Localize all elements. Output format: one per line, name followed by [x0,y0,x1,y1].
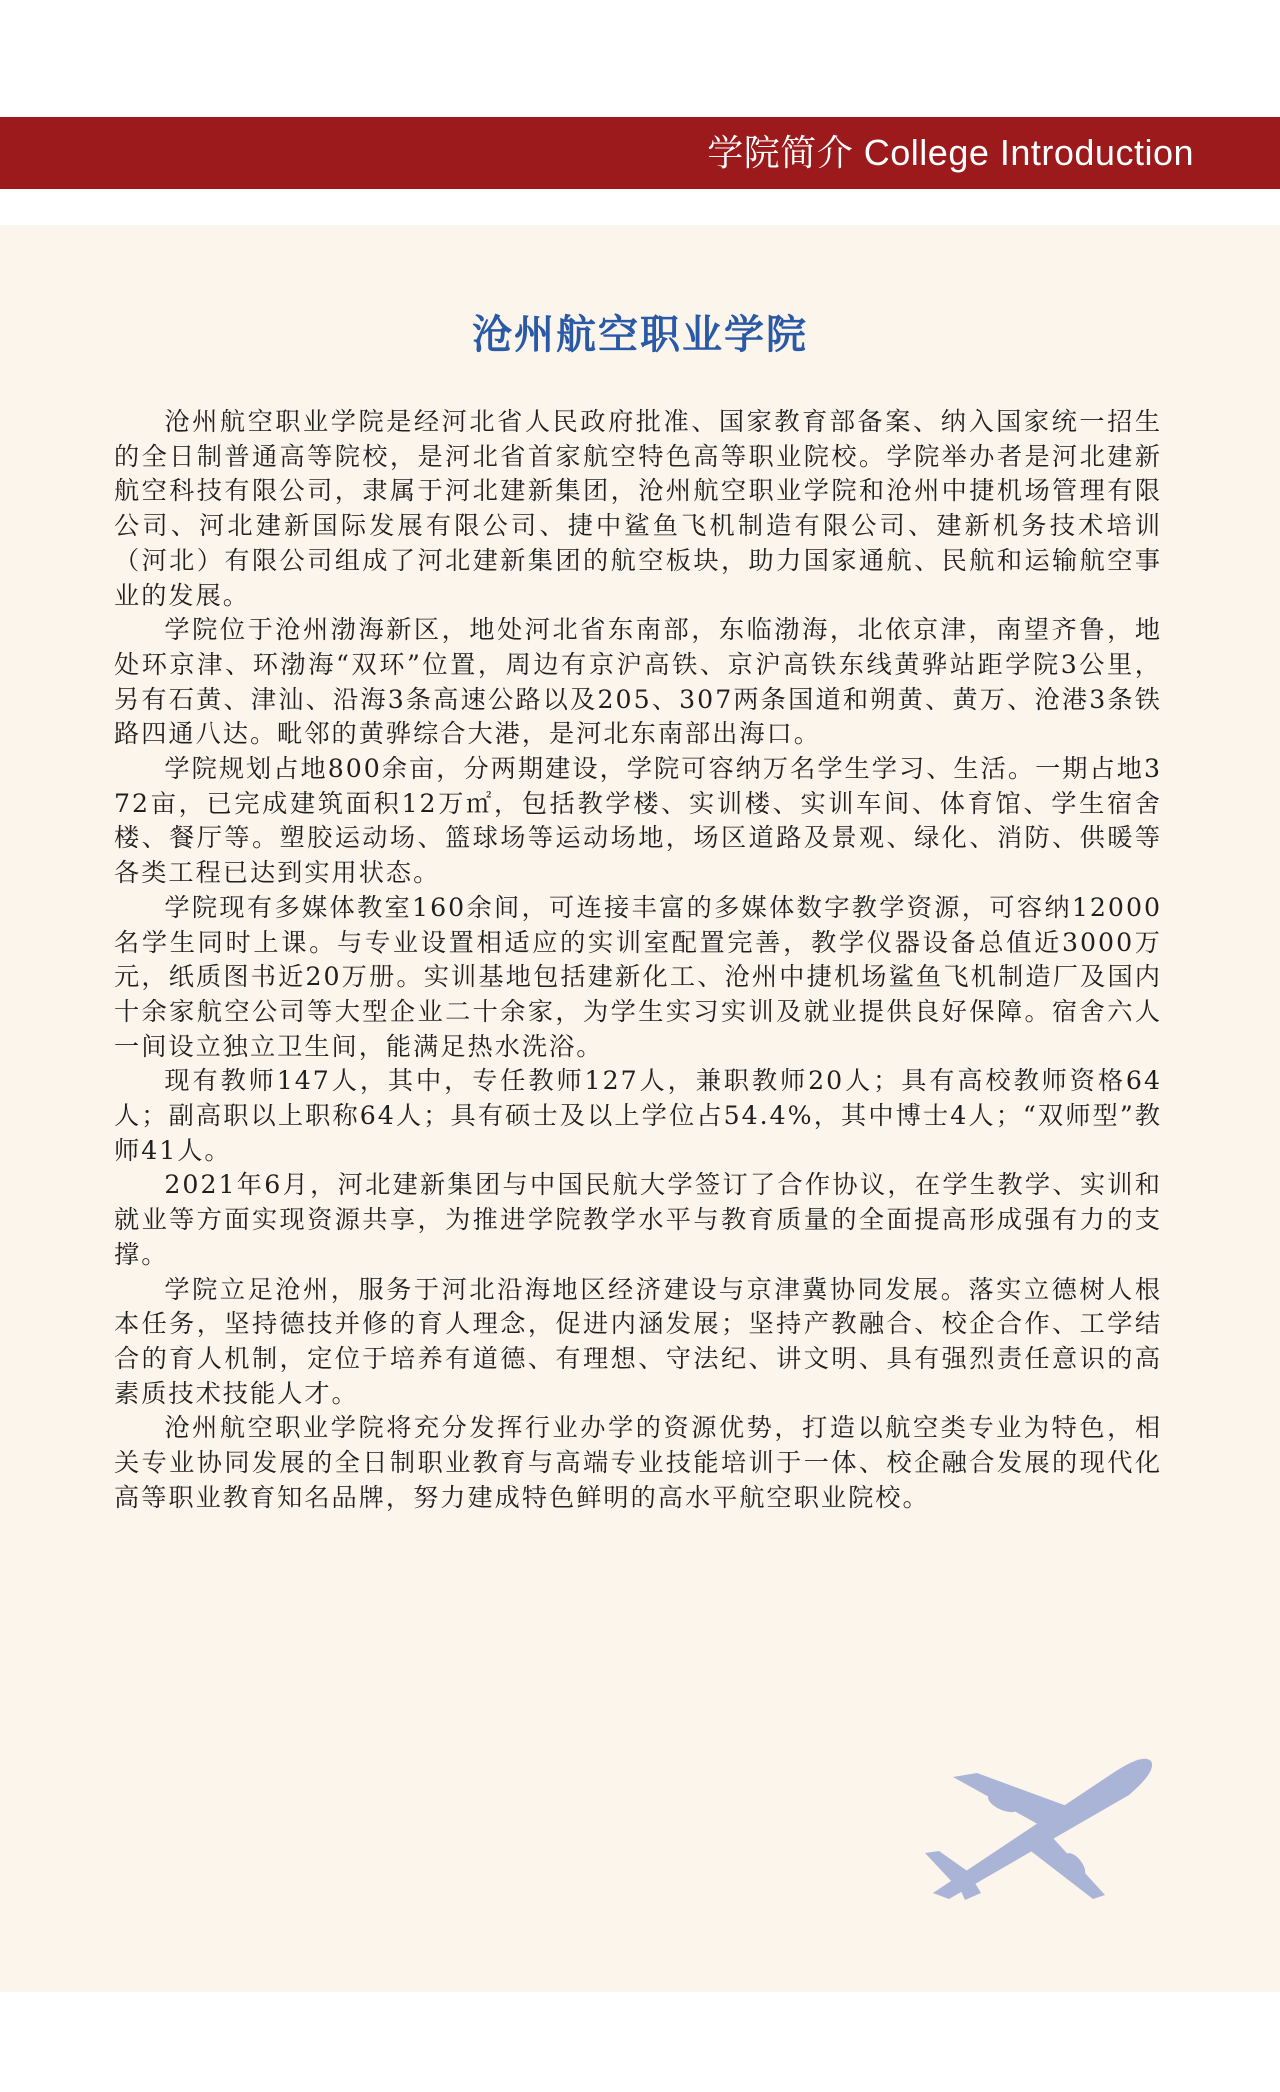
paragraph-mission: 学院立足沧州，服务于河北沿海地区经济建设与京津冀协同发展。落实立德树人根本任务，坚持德技并修的育人理念，促进内涵发展；坚持产教融合、校企合作、工学结合的育人机制，定位于培养有道德、有理想、守法纪、讲文明、具有强烈责任意识的高素质技术技能人才。 [114,1274,1162,1408]
section-title: 学院简介 College Introduction [707,132,1194,173]
article-body [114,405,1162,1516]
paragraph-vision: 沧州航空职业学院将充分发挥行业办学的资源优势，打造以航空类专业为特色，相关专业协同发展的全日制职业教育与高端专业技能培训于一体、校企融合发展的现代化高等职业教育知名品牌，努力建成特色鲜明的高水平航空职业院校。 [114,1413,1162,1512]
paragraph-faculty: 现有教师147人，其中，专任教师127人，兼职教师20人；具有高校教师资格64人；副高职以上职称64人；具有硕士及以上学位占54.4%，其中博士4人；“双师型”教师41人。 [114,1066,1162,1165]
paragraph-cooperation: 2021年6月，河北建新集团与中国民航大学签订了合作协议，在学生教学、实训和就业等方面实现资源共享，为推进学院教学水平与教育质量的全面提高形成强有力的支撑。 [114,1170,1162,1269]
header-bar [0,117,1280,189]
content-panel [0,225,1280,1992]
paragraph-location: 学院位于沧州渤海新区，地处河北省东南部，东临渤海，北依京津，南望齐鲁，地处环京津、环渤海“双环”位置，周边有京沪高铁、京沪高铁东线黄骅站距学院3公里，另有石黄、津汕、沿海3条高速公路以及205、307两条国道和朔黄、黄万、沧港3条铁路四通八达。毗邻的黄骅综合大港，是河北东南部出海口。 [114,615,1162,749]
airplane-icon [925,1745,1155,1900]
page-title: 沧州航空职业学院 [472,311,808,358]
paragraph-campus: 学院规划占地800余亩，分两期建设，学院可容纳万名学生学习、生活。一期占地372亩，已完成建筑面积12万㎡，包括教学楼、实训楼、实训车间、体育馆、学生宿舍楼、餐厅等。塑胶运动场、篮球场等运动场地，场区道路及景观、绿化、消防、供暖等各类工程已达到实用状态。 [114,754,1162,888]
paragraph-facilities: 学院现有多媒体教室160余间，可连接丰富的多媒体数字教学资源，可容纳12000名学生同时上课。与专业设置相适应的实训室配置完善，教学仪器设备总值近3000万元，纸质图书近20万册。实训基地包括建新化工、沧州中捷机场鲨鱼飞机制造厂及国内十余家航空公司等大型企业二十余家，为学生实习实训及就业提供良好保障。宿舍六人一间设立独立卫生间，能满足热水洗浴。 [114,892,1162,1061]
paragraph-overview: 沧州航空职业学院是经河北省人民政府批准、国家教育部备案、纳入国家统一招生的全日制普通高等院校，是河北省首家航空特色高等职业院校。学院举办者是河北建新航空科技有限公司，隶属于河北建新集团，沧州航空职业学院和沧州中捷机场管理有限公司、河北建新国际发展有限公司、捷中鲨鱼飞机制造有限公司、建新机务技术培训（河北）有限公司组成了河北建新集团的航空板块，助力国家通航、民航和运输航空事业的发展。 [114,407,1162,610]
